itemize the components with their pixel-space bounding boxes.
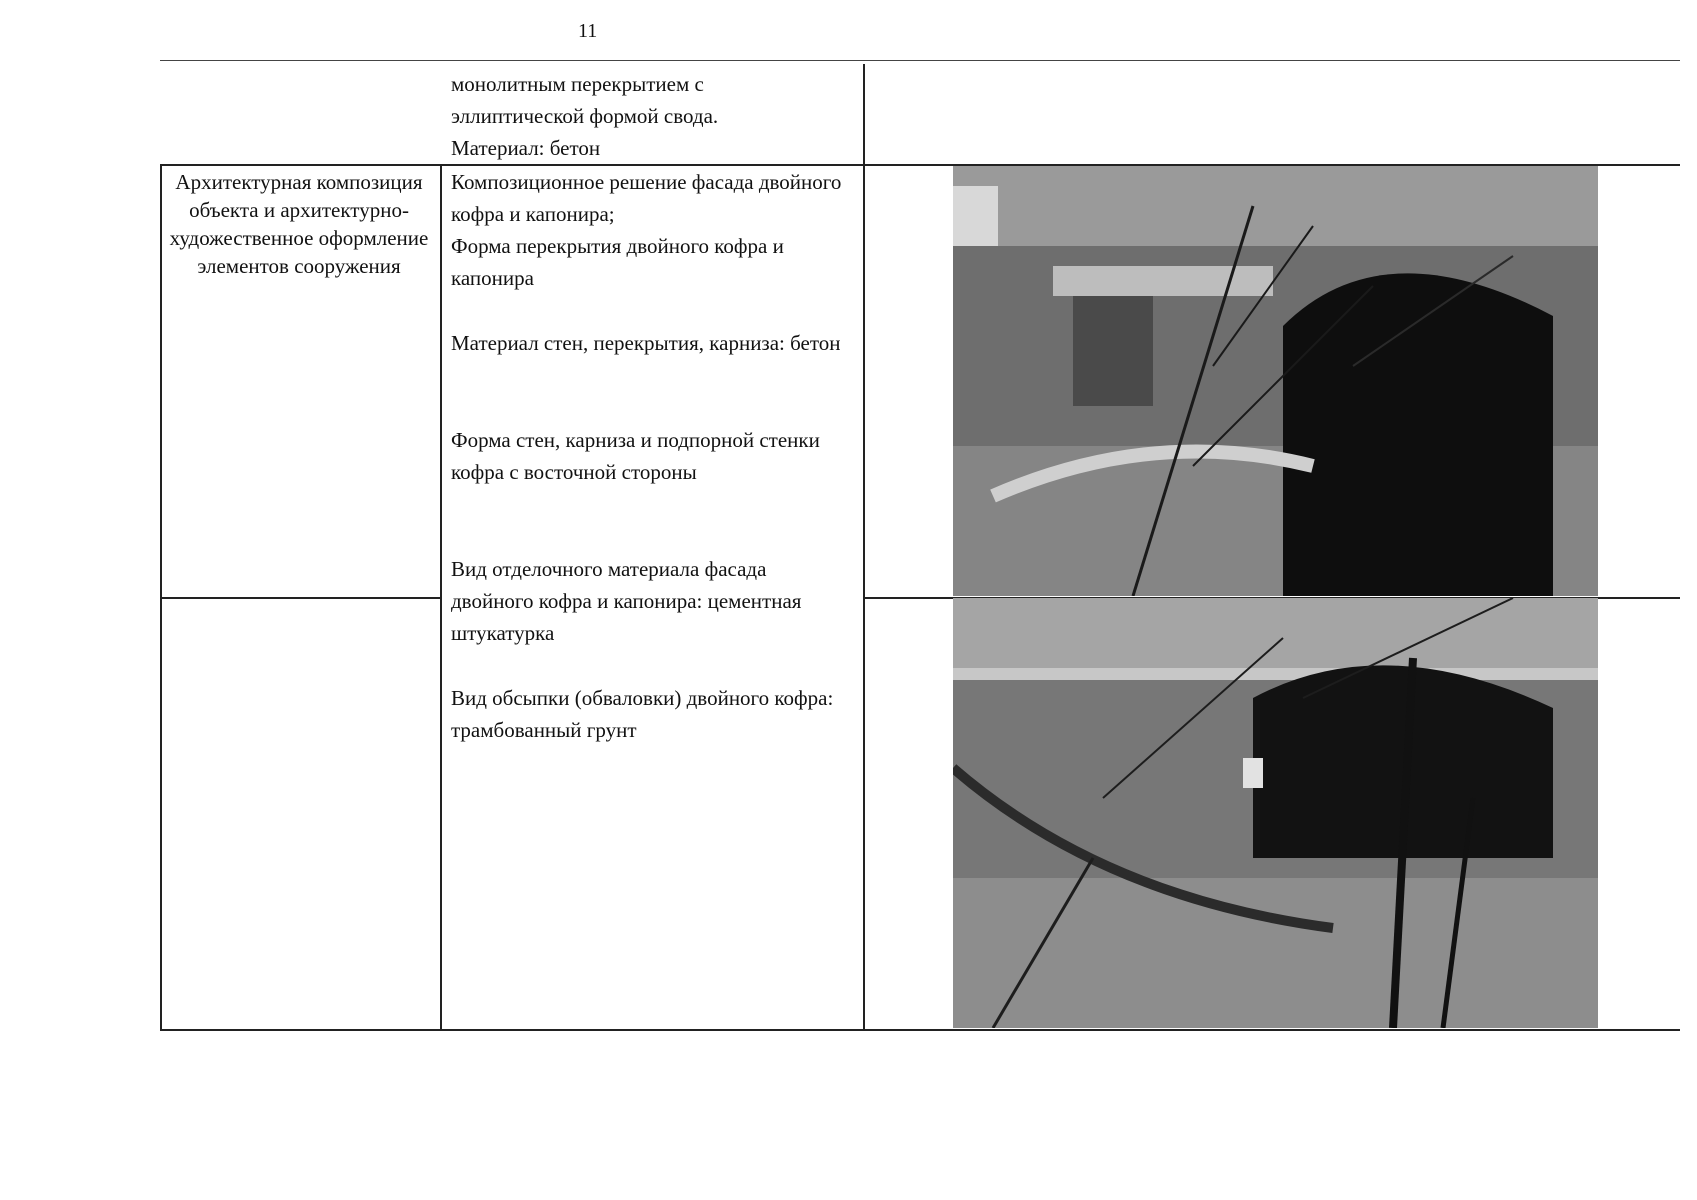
photo-coffer-facade-top	[953, 166, 1598, 596]
table-line-col1	[440, 164, 442, 1031]
page-number: 11	[578, 20, 598, 42]
table-line-left	[160, 164, 162, 1031]
row2-item-6: Вид обсыпки (обваловки) двойного кофра: трамбованный грунт	[451, 686, 834, 742]
row2-item-4: Форма стен, карниза и подпорной стенки кофра с восточной стороны	[451, 428, 820, 484]
top-rule	[160, 60, 1680, 61]
photo-coffer-facade-bottom	[953, 598, 1598, 1028]
row2-item-1: Композиционное решение фасада двойного кофра и капонира;	[451, 170, 842, 226]
row2-item-2: Форма перекрытия двойного кофра и капонира	[451, 234, 784, 290]
row1-description: монолитным перекрытием с эллиптической формой свода. Материал: бетон	[451, 72, 719, 160]
row2-heading: Архитектурная композиция объекта и архитектурно-художественное оформление элементов сооружения	[169, 170, 429, 278]
row2-item-3: Материал стен, перекрытия, карниза: бетон	[451, 331, 841, 355]
row2-item-5: Вид отделочного материала фасада двойного кофра и капонира: цементная штукатурка	[451, 557, 802, 645]
table-line-col2	[863, 64, 865, 1031]
table-line-row2-split	[160, 597, 440, 599]
table-line-bottom	[160, 1029, 1680, 1031]
